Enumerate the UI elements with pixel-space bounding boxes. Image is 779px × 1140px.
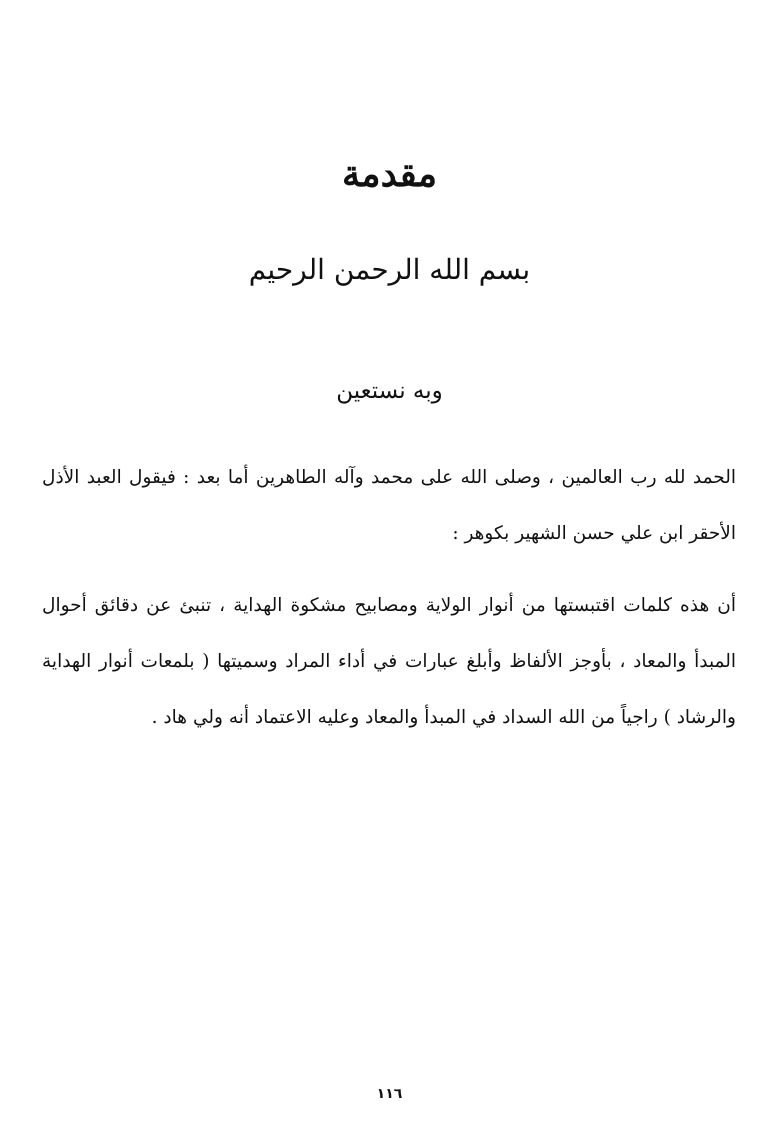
paragraph-main: أن هذه كلمات اقتبستها من أنوار الولاية ومصابيح مشكوة الهداية ، تنبئ عن دقائق أحوال المبدأ والمعاد ، بأوجز الألفاظ وأبلغ عبارات في أداء المراد وسميتها ( بلمعات أنوار الهداية والرشاد ) راجياً من الله السداد في المبدأ والمعاد وعليه الاعتماد أنه ولي هاد .	[42, 595, 736, 728]
page-number: ١١٦	[376, 1086, 403, 1102]
page-title: مقدمة	[342, 153, 437, 195]
subheading: وبه نستعين	[336, 378, 443, 404]
basmala-line: بسم الله الرحمن الرحيم	[248, 253, 531, 286]
paragraph-opening: الحمد لله رب العالمين ، وصلى الله على محمد وآله الطاهرين أما بعد : فيقول العبد الأذل الأحقر ابن علي حسن الشهير بكوهر :	[42, 467, 736, 544]
